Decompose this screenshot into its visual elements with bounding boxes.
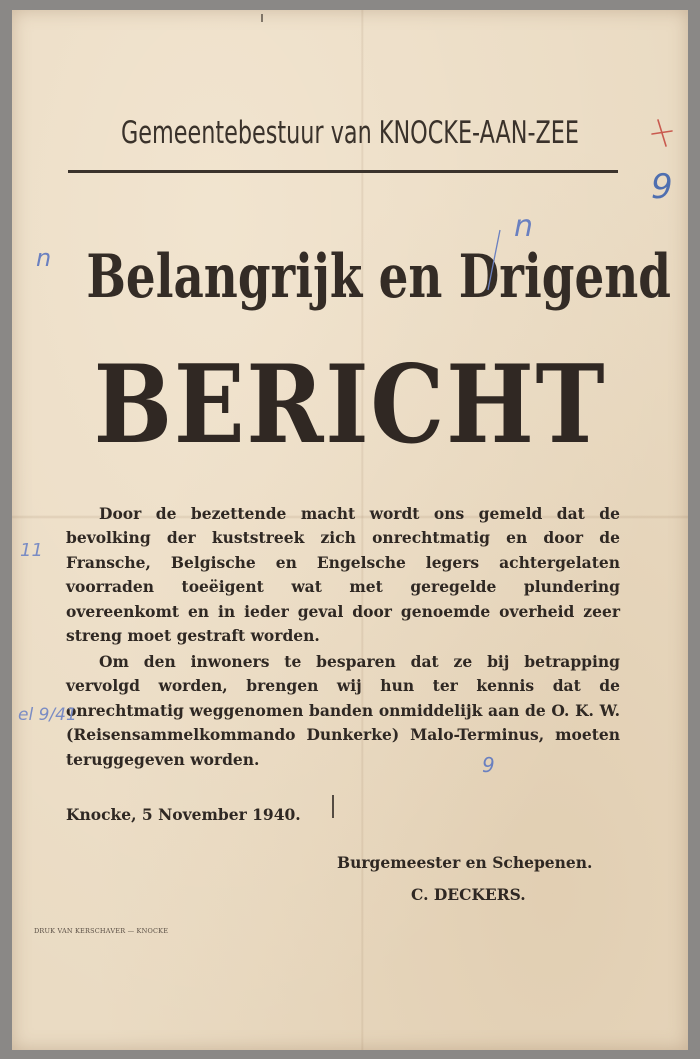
paragraph-1-text: Door de bezettende macht wordt ons gemeld dat de bevolking der kuststreek zich onrechtmatig en door de Fransche, Belgische en Engelsche legers achtergelaten voorraden toeëigent wat met geregelde plundering overeenkomt en in ieder geval door genoemde overheid zeer streng moet gestraft worden.: [66, 504, 620, 646]
header-rule: [68, 170, 618, 173]
paragraph-1: [66, 502, 620, 648]
annotation-left-11: 11: [20, 540, 43, 561]
signature-name: C. DECKERS.: [411, 885, 526, 904]
paragraph-2-text: Om den inwoners te besparen dat ze bij betrapping vervolgd worden, brengen wij hun ter kennis dat de onrechtmatig weggenomen banden onmiddelijk aan de O. K. W. (Reisensammelkommando Dunkerke) Malo-Terminus, moeten teruggegeven worden.: [66, 652, 620, 769]
annotation-top-right-9: 9: [651, 167, 673, 207]
poster-sheet: [12, 10, 688, 1050]
annotation-left-el: el 9/41: [18, 705, 77, 725]
paragraph-2: [66, 650, 620, 772]
annotation-left-n: n: [36, 244, 52, 272]
annotation-title-n: n: [514, 209, 534, 244]
signature-title: Burgemeester en Schepenen.: [337, 853, 593, 872]
title-line-2: BERICHT: [93, 342, 607, 468]
date-line: Knocke, 5 November 1940.: [66, 805, 301, 824]
title-line-1: Belangrijk en Drigend: [86, 242, 671, 312]
municipality-header: Gemeentebestuur van KNOCKE-AAN-ZEE: [120, 115, 580, 151]
annotation-body-9: 9: [482, 753, 495, 777]
printer-credit: DRUK VAN KERSCHAVER — KNOCKE: [34, 927, 169, 935]
